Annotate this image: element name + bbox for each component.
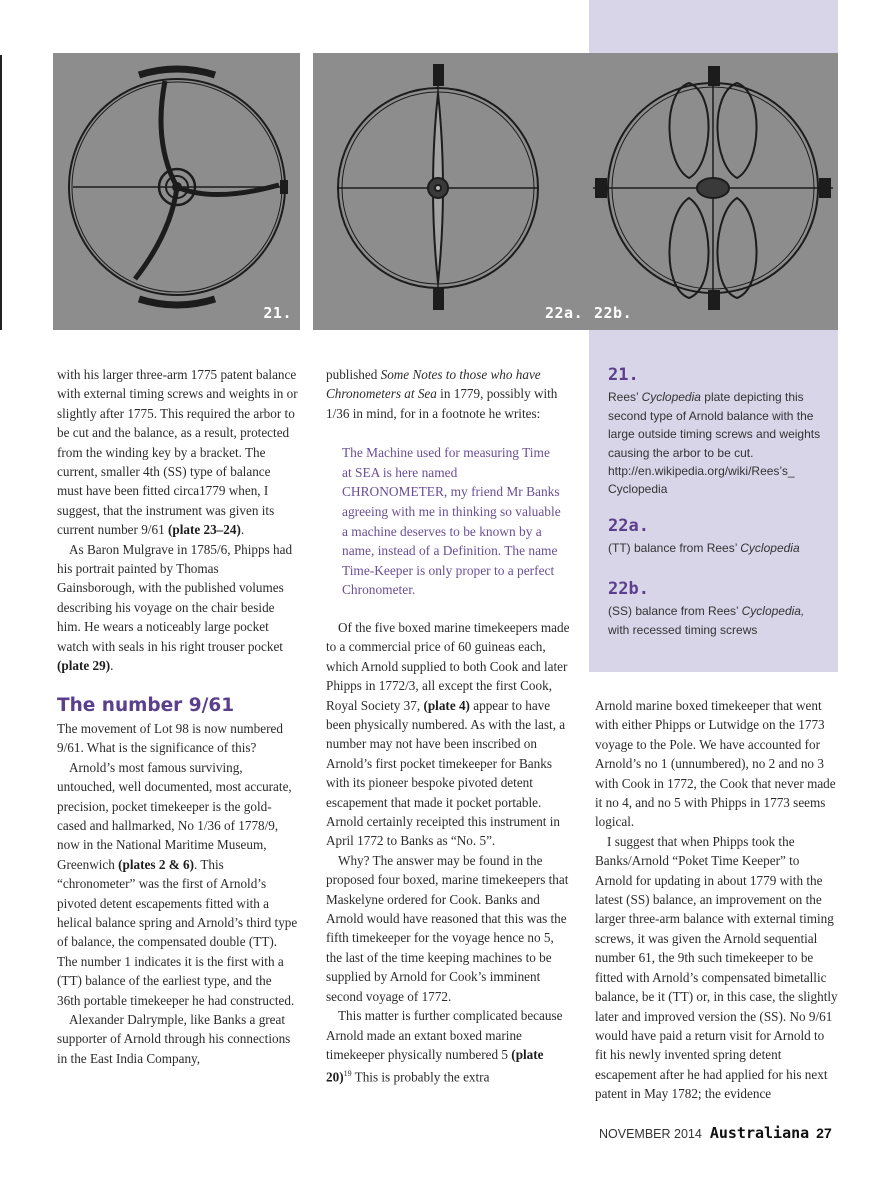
col1-paragraph-1 bbox=[57, 365, 298, 540]
caption-21-pre: Rees’ bbox=[608, 390, 642, 405]
article-column-2 bbox=[326, 365, 570, 1087]
col2-p2-end: appear to have been physically numbered. As with the last, a number may not have been inscribed on Arnold’s first pocket timekeeper for Banks with its pioneer bespoke pivoted detent escapement that made it pocket portable. Arnold certainly receipted this instrument in April 1772 to Banks as “No. 5”. bbox=[326, 697, 566, 849]
col2-p4-text: This matter is further complicated because Arnold made an extant boxed marine timekeeper physically numbered 5 bbox=[326, 1008, 563, 1062]
col2-p1-book-title: Some Notes to those who have Chronometers at Sea bbox=[326, 367, 541, 402]
col1-p4-end: . This “chronometer” was the first of Arnold’s pivoted detent escapements fitted with a helical balance spring and Arnold’s third type of balance, the compensated double (TT). The number 1 indicates it is the first with a (TT) balance of the earliest type, and the 36th portable timekeeper he had constructed. bbox=[57, 856, 298, 1008]
caption-21-number: 21. bbox=[608, 365, 639, 385]
caption-22a-italic: Cyclopedia bbox=[740, 541, 800, 556]
magazine-name: Australiana bbox=[709, 1124, 810, 1142]
col1-paragraph-5: Alexander Dalrymple, like Banks a great supporter of Arnold through his connections in the East India Company, bbox=[57, 1012, 291, 1066]
plate-21-drawing bbox=[53, 53, 300, 330]
caption-21 bbox=[608, 366, 823, 499]
plate-21-balance-engraving bbox=[53, 53, 300, 330]
col2-paragraph-2 bbox=[326, 618, 570, 851]
col1-p2-plate-ref: (plate 29) bbox=[57, 658, 111, 674]
col1-paragraph-4 bbox=[57, 758, 298, 1010]
caption-22a-text bbox=[608, 539, 823, 557]
caption-22a bbox=[608, 517, 823, 558]
caption-22b-italic: Cyclopedia, bbox=[741, 604, 805, 619]
page-number: 27 bbox=[816, 1125, 832, 1141]
col2-p4-plate-ref: (plate 20) bbox=[326, 1046, 544, 1085]
caption-22b-post: with recessed timing screws bbox=[608, 622, 758, 637]
caption-22b bbox=[608, 580, 823, 639]
section-heading: The number 9/61 bbox=[57, 694, 235, 716]
caption-22a-pre: (TT) balance from Rees’ bbox=[608, 541, 741, 556]
footnote-marker: 19 bbox=[343, 1069, 352, 1079]
caption-22b-pre: (SS) balance from Rees’ bbox=[608, 604, 742, 619]
left-edge-rule bbox=[0, 55, 2, 330]
col1-p1-text: with his larger three-arm 1775 patent balance with external timing screws and weights in or slightly after 1775. This required the arbor to be cut and the balance, as a result, protected from the winding key by a bracket. The current, smaller 4th (SS) type of balance must have been fitted circa1779 when, I suggest, that the instrument was given its current number 9/61 bbox=[57, 367, 298, 538]
col1-p2-text: As Baron Mulgrave in 1785/6, Phipps had his portrait painted by Thomas Gainsborough, with the published volumes describing his voyage on the chair beside him. He wears a noticeably large pocket watch with seals in his right trouser pocket bbox=[57, 541, 293, 654]
col1-p1-plate-ref: (plate 23–24) bbox=[167, 522, 241, 538]
caption-21-text bbox=[608, 388, 823, 498]
caption-22b-text bbox=[608, 602, 823, 639]
issue-date: NOVEMBER 2014 bbox=[599, 1127, 702, 1141]
block-quote: The Machine used for measuring Time at SEA is here named CHRONOMETER, my friend Mr Banks agreeing with me in thinking so valuable a machine deserves to be known by a name, instead of a Definition. The name Time-Keeper is only proper to a perfect Chronometer. bbox=[342, 445, 561, 598]
caption-22a-number: 22a. bbox=[608, 516, 649, 536]
col2-paragraph-3: Why? The answer may be found in the proposed four boxed, marine timekeepers that Maskelyne ordered for Cook. Banks and Arnold would have reasoned that this was the fifth timekeeper for the voyage hence no 5, the last of the time keeping machines to be supplied by Arnold for Cook’s imminent second voyage of 1772. bbox=[326, 852, 569, 1004]
col2-paragraph-4 bbox=[326, 1006, 570, 1087]
col3-paragraph-2: I suggest that when Phipps took the Banks/Arnold “Poket Time Keeper” to Arnold for updating in about 1779 with the latest (SS) balance, an improvement on the larger three-arm balance with external timing screws, it was given the Arnold sequential number 61, the 9th such timekeeper to be fitted with Arnold’s compensated bimetallic balance, be it (TT) or, in this case, the slightly later and improved version the (SS). No 9/61 would have paid a return visit for Arnold to fit his newly invented spring detent escapement after he had applied for his next patent in May 1782; the evidence bbox=[595, 833, 838, 1102]
col1-paragraph-3: The movement of Lot 98 is now numbered 9/61. What is the significance of this? bbox=[57, 720, 283, 756]
plate-22a-label: 22a. bbox=[545, 304, 584, 322]
article-column-1 bbox=[57, 365, 298, 1068]
col1-p1-end: . bbox=[240, 522, 245, 538]
col1-p2-end: . bbox=[110, 658, 114, 674]
plate-22-balance-engravings bbox=[313, 53, 838, 330]
col1-p4-text: Arnold’s most famous surviving, untouched, well documented, most accurate, precision, pocket timekeeper is the gold-cased and hallmarked, No 1/36 of 1778/9, now in the National Maritime Museum, Greenwich bbox=[57, 759, 292, 872]
caption-22b-number: 22b. bbox=[608, 579, 649, 599]
col1-paragraph-2 bbox=[57, 540, 298, 676]
col2-p4-end: This is probably the extra bbox=[351, 1069, 490, 1085]
col2-paragraph-1 bbox=[326, 365, 570, 423]
caption-21-post: plate depicting this second type of Arnold balance with the large outside timing screws and weights causing the arbor to be cut. http://en.wikipedia.org/wiki/Rees’s_ Cyclopedia bbox=[608, 390, 821, 497]
col2-p2-text: Of the five boxed marine timekeepers made to a commercial price of 60 guineas each, which Arnold supplied to both Cook and later Phipps in 1772/3, all except the first Cook, Royal Society 37, bbox=[326, 619, 570, 713]
col2-p1-end: in 1779, possibly with 1/36 in mind, for in a footnote he writes: bbox=[326, 386, 558, 421]
col1-p4-plate-ref: (plates 2 & 6) bbox=[118, 856, 194, 872]
col2-p1-text: published bbox=[326, 367, 381, 382]
plate-21-label: 21. bbox=[263, 304, 292, 322]
page-footer bbox=[599, 1124, 832, 1143]
col3-paragraph-1: Arnold marine boxed timekeeper that went with either Phipps or Lutwidge on the 1773 voyage to the Pole. We have accounted for Arnold’s no 1 (unnumbered), no 2 and no 3 with Cook in 1772, the Cook that never made it no 4, and no 5 with Phipps in 1773 seems logical. bbox=[595, 698, 836, 830]
article-column-3 bbox=[595, 696, 839, 1104]
col2-p2-plate-ref: (plate 4) bbox=[423, 697, 470, 713]
plate-22-drawing bbox=[313, 53, 838, 330]
caption-21-italic: Cyclopedia bbox=[641, 390, 701, 405]
plate-22b-label: 22b. bbox=[594, 304, 633, 322]
